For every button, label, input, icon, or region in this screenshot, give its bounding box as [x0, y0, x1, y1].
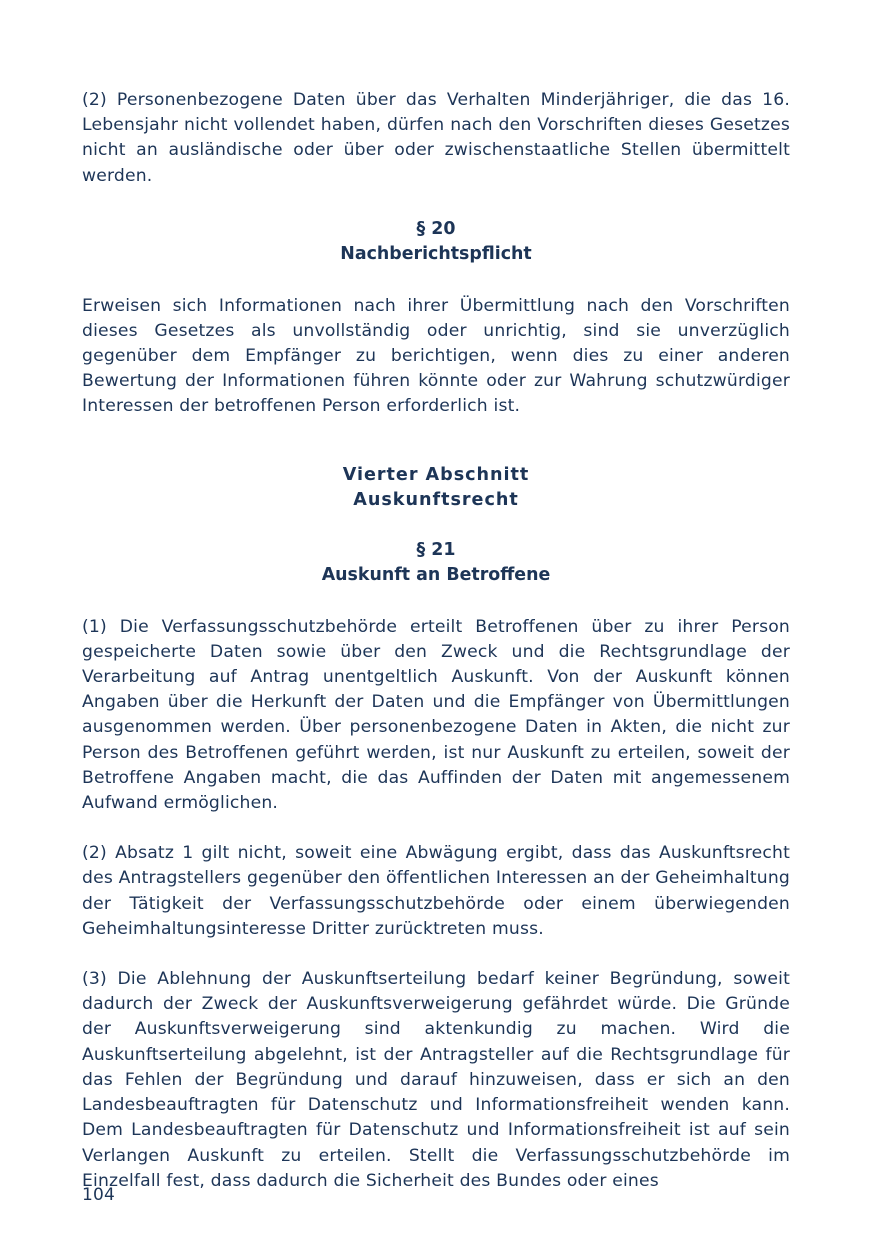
spacer [82, 514, 790, 538]
heading-paragraph-21-number: § 21 [416, 539, 456, 560]
spacer [82, 268, 790, 294]
page-content [82, 88, 790, 1194]
paragraph-2-abwaegung: (2) Absatz 1 gilt nicht, soweit eine Abwägung ergibt, dass das Auskunftsrecht des Antragstellers gegenüber den öffentlichen Interessen an der Geheimhaltung der Tätigkeit der Verfassungsschutzbehörde oder einem überwiegenden Geheimhaltungsinteresse Dritter zurücktreten muss. [82, 843, 790, 939]
spacer [82, 589, 790, 615]
heading-paragraph-20-title: Nachberichtspflicht [340, 244, 532, 265]
paragraph-3-ablehnung: (3) Die Ablehnung der Auskunftserteilung bedarf keiner Begründung, soweit dadurch der Zweck der Auskunftsverweigerung gefährdet würde. Die Gründe der Auskunftsverweigerung sind aktenkundig zu machen. Wird die Auskunftserteilung abgelehnt, ist der Antragsteller auf die Rechtsgrundlage für das Fehlen der Begründung und darauf hinzuweisen, dass er sich an den Landesbeauftragten für Datenschutz und Informationsfreiheit wenden kann. Dem Landesbeauftragten für Datenschutz und Informationsfreiheit ist auf sein Verlangen Auskunft zu erteilen. Stellt die Verfassungsschutzbehörde im Einzelfall fest, dass dadurch die Sicherheit des Bundes oder eines [82, 969, 790, 1191]
paragraph-minderjaehrige-uebermittlung: (2) Personenbezogene Daten über das Verhalten Minderjähriger, die das 16. Lebensjahr nicht vollendet haben, dürfen nach den Vorschriften dieses Gesetzes nicht an ausländische oder über oder zwischenstaatliche Stellen übermittelt werden. [82, 90, 790, 186]
heading-paragraph-20-number: § 20 [416, 218, 456, 239]
spacer [82, 189, 790, 217]
heading-paragraph-20 [82, 217, 790, 268]
spacer [82, 816, 790, 841]
heading-paragraph-21-title: Auskunft an Betroffene [321, 565, 551, 586]
heading-paragraph-21 [82, 538, 790, 589]
heading-section-number: Vierter Abschnitt [342, 464, 530, 485]
spacer [82, 942, 790, 967]
heading-vierter-abschnitt [82, 463, 790, 514]
paragraph-nachberichtspflicht-text: Erweisen sich Informationen nach ihrer Übermittlung nach den Vorschriften dieses Gesetzes als unvollständig oder unrichtig, sind sie unverzüglich gegenüber dem Empfänger zu berichtigen, wenn dies zu einer anderen Bewertung der Informationen führen könnte oder zur Wahrung schutzwürdiger Interessen der betroffenen Person erforderlich ist. [82, 295, 790, 417]
paragraph-1-auskunft: (1) Die Verfassungsschutzbehörde erteilt Betroffenen über zu ihrer Person gespeicherte Daten sowie über den Zweck und die Rechtsgrundlage der Verarbeitung auf Antrag unentgeltlich Auskunft. Von der Auskunft können Angaben über die Herkunft der Daten und die Empfänger von Übermittlungen ausgenommen werden. Über personenbezogene Daten in Akten, die nicht zur Person des Betroffenen geführt werden, ist nur Auskunft zu erteilen, soweit der Betroffene Angaben macht, die das Auffinden der Daten mit angemessenem Aufwand ermöglichen. [82, 616, 790, 814]
heading-section-title: Auskunftsrecht [353, 490, 519, 511]
spacer [82, 420, 790, 463]
page-number: 104 [82, 1185, 115, 1205]
